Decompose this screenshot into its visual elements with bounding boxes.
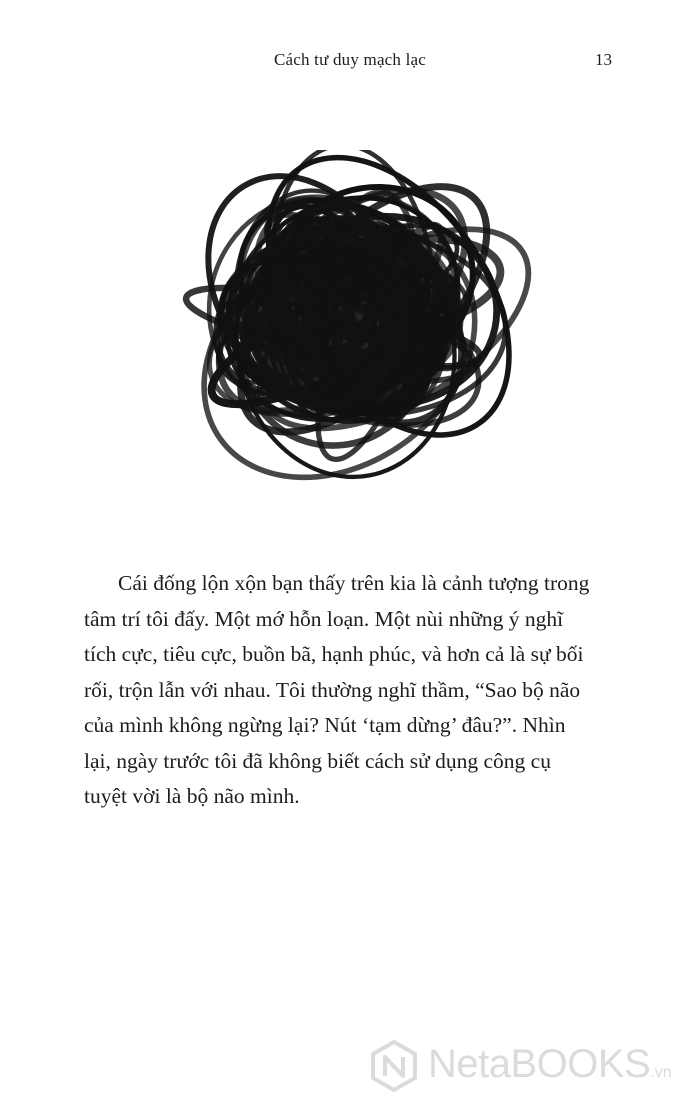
body-line: rối, trộn lẫn với nhau. Tôi thường nghĩ thầm, “Sao bộ não — [84, 677, 581, 702]
publisher-watermark — [368, 1036, 688, 1096]
body-line: tích cực, tiêu cực, buồn bã, hạnh phúc, và hơn cả là sự bối — [84, 642, 584, 666]
tangled-scribble-illustration — [160, 150, 540, 490]
body-line: của mình không ngừng lại? Nút ‘tạm dừng’ đâu?”. Nhìn — [84, 713, 566, 737]
body-line: lại, ngày trước tôi đã không biết cách sử dụng công cụ — [84, 748, 551, 773]
body-line: Cái đống lộn xộn bạn thấy trên kia là cảnh tượng trong — [118, 571, 590, 595]
page-number: 13 — [595, 50, 612, 69]
running-header — [0, 50, 700, 74]
book-title-header: Cách tư duy mạch lạc — [274, 50, 426, 69]
watermark-suffix: .vn — [650, 1064, 672, 1081]
body-line: tâm trí tôi đấy. Một mớ hỗn loạn. Một nùi những ý nghĩ — [84, 606, 564, 631]
netabooks-logo-icon — [368, 1040, 420, 1092]
watermark-text — [428, 1042, 672, 1087]
body-paragraph — [84, 566, 614, 815]
body-line: tuyệt vời là bộ não mình. — [84, 784, 300, 808]
watermark-brand: NetaBOOKS — [428, 1042, 651, 1086]
